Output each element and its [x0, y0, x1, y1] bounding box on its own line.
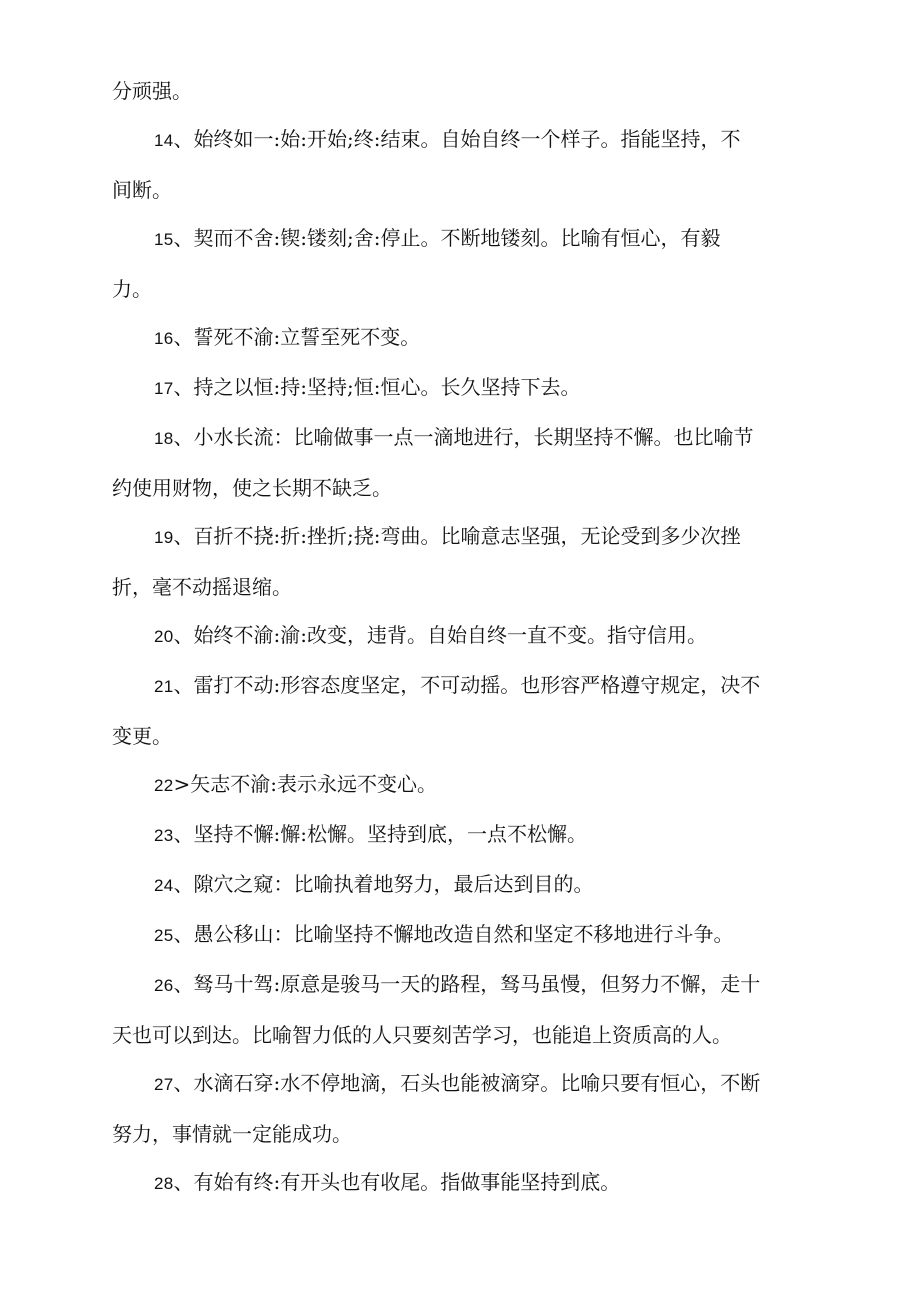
idiom-entry	[112, 622, 812, 650]
entry-text: 变更。	[112, 724, 172, 748]
entry-first-line	[112, 523, 812, 551]
entry-text: 有始有终:有开头也有收尾。指做事能坚持到底。	[193, 1170, 621, 1194]
entry-text: 天也可以到达。比喻智力低的人只要刻苦学习，也能追上资质高的人。	[112, 1023, 732, 1047]
entry-separator: 、	[173, 524, 194, 548]
entry-number: 24	[154, 876, 174, 895]
entry-separator: 、	[173, 226, 194, 250]
idiom-entry	[112, 1169, 812, 1197]
entry-number: 23	[154, 826, 174, 845]
entry-separator: 、	[173, 325, 194, 349]
entry-number: 14	[154, 131, 174, 150]
continuation-text: 分顽强。	[112, 79, 192, 103]
entry-separator: 、	[173, 822, 194, 846]
entry-text: 契而不舍:锲:镂刻;舍:停止。不断地镂刻。比喻有恒心，有毅	[193, 226, 721, 250]
idiom-entry	[112, 921, 812, 949]
entry-number: 18	[154, 429, 174, 448]
entry-continuation-line	[112, 723, 812, 749]
entry-first-line	[112, 225, 812, 253]
entry-first-line	[112, 374, 812, 402]
entry-text: 誓死不渝:立誓至死不变。	[193, 325, 421, 349]
idiom-entry	[112, 672, 812, 749]
entry-number: 15	[154, 230, 174, 249]
entry-text: 力。	[112, 277, 152, 301]
entry-text: 约使用财物，使之长期不缺乏。	[112, 476, 392, 500]
entry-separator: 、	[173, 127, 194, 151]
idiom-entry	[112, 225, 812, 302]
entry-text: 小水长流：比喻做事一点一滴地进行，长期坚持不懈。也比喻节	[193, 425, 754, 449]
entry-number: 26	[154, 976, 174, 995]
entry-text: 愚公移山：比喻坚持不懈地改造自然和坚定不移地进行斗争。	[193, 922, 734, 946]
entry-continuation-line	[112, 475, 812, 501]
idiom-entry	[112, 424, 812, 501]
entry-number: 19	[154, 528, 174, 547]
idiom-entry	[112, 971, 812, 1048]
entry-first-line	[112, 921, 812, 949]
entry-continuation-line	[112, 1022, 812, 1048]
entry-separator: 、	[173, 872, 194, 896]
entry-text: 始终不渝:渝:改变，违背。自始自终一直不变。指守信用。	[193, 623, 707, 647]
entry-separator: >	[173, 772, 191, 796]
entry-text: 始终如一:始:开始;终:结束。自始自终一个样子。指能坚持，不	[193, 127, 741, 151]
idiom-entry	[112, 523, 812, 600]
entry-number: 25	[154, 926, 174, 945]
entry-number: 27	[154, 1075, 174, 1094]
entry-text: 驽马十驾:原意是骏马一天的路程，驽马虽慢，但努力不懈，走十	[193, 972, 761, 996]
entry-separator: 、	[173, 623, 194, 647]
entry-first-line	[112, 672, 812, 700]
entry-separator: 、	[173, 972, 194, 996]
entry-text: 矢志不渝:表示永远不变心。	[190, 772, 438, 796]
entry-continuation-line	[112, 1121, 812, 1147]
idiom-entry	[112, 821, 812, 849]
entry-first-line	[112, 771, 812, 799]
entry-separator: 、	[173, 425, 194, 449]
entry-number: 21	[154, 677, 174, 696]
entry-number: 28	[154, 1174, 174, 1193]
entry-text: 间断。	[112, 178, 172, 202]
entry-first-line	[112, 622, 812, 650]
idiom-entry	[112, 126, 812, 203]
entry-first-line	[112, 424, 812, 452]
entry-text: 隙穴之窥：比喻执着地努力，最后达到目的。	[193, 872, 594, 896]
entry-text: 水滴石穿:水不停地滴，石头也能被滴穿。比喻只要有恒心，不断	[193, 1071, 761, 1095]
entry-text: 持之以恒:持:坚持;恒:恒心。长久坚持下去。	[193, 375, 581, 399]
entry-first-line	[112, 871, 812, 899]
idiom-entry	[112, 771, 812, 799]
entry-first-line	[112, 324, 812, 352]
entry-first-line	[112, 126, 812, 154]
entry-number: 20	[154, 627, 174, 646]
entry-number: 22	[154, 776, 174, 795]
idiom-entry	[112, 324, 812, 352]
entry-text: 雷打不动:形容态度坚定，不可动摇。也形容严格遵守规定，决不	[193, 673, 761, 697]
entry-first-line	[112, 821, 812, 849]
entry-text: 努力，事情就一定能成功。	[112, 1122, 352, 1146]
entry-number: 16	[154, 329, 174, 348]
entry-text: 百折不挠:折:挫折;挠:弯曲。比喻意志坚强，无论受到多少次挫	[193, 524, 741, 548]
entry-text: 折，毫不动摇退缩。	[112, 575, 292, 599]
entry-first-line	[112, 1169, 812, 1197]
entry-first-line	[112, 1070, 812, 1098]
entry-text: 坚持不懈:懈:松懈。坚持到底，一点不松懈。	[193, 822, 587, 846]
entry-number: 17	[154, 379, 174, 398]
entry-first-line	[112, 971, 812, 999]
idiom-entry	[112, 1070, 812, 1147]
document-page	[112, 78, 812, 1219]
idiom-entry	[112, 871, 812, 899]
entry-separator: 、	[173, 375, 194, 399]
entry-separator: 、	[173, 673, 194, 697]
entry-continuation-line	[112, 276, 812, 302]
entry-separator: 、	[173, 1170, 194, 1194]
entry-continuation-line	[112, 177, 812, 203]
entry-separator: 、	[173, 1071, 194, 1095]
entry-separator: 、	[173, 922, 194, 946]
entry-continuation-line	[112, 574, 812, 600]
idiom-entry	[112, 374, 812, 402]
idiom-list	[112, 126, 812, 1197]
